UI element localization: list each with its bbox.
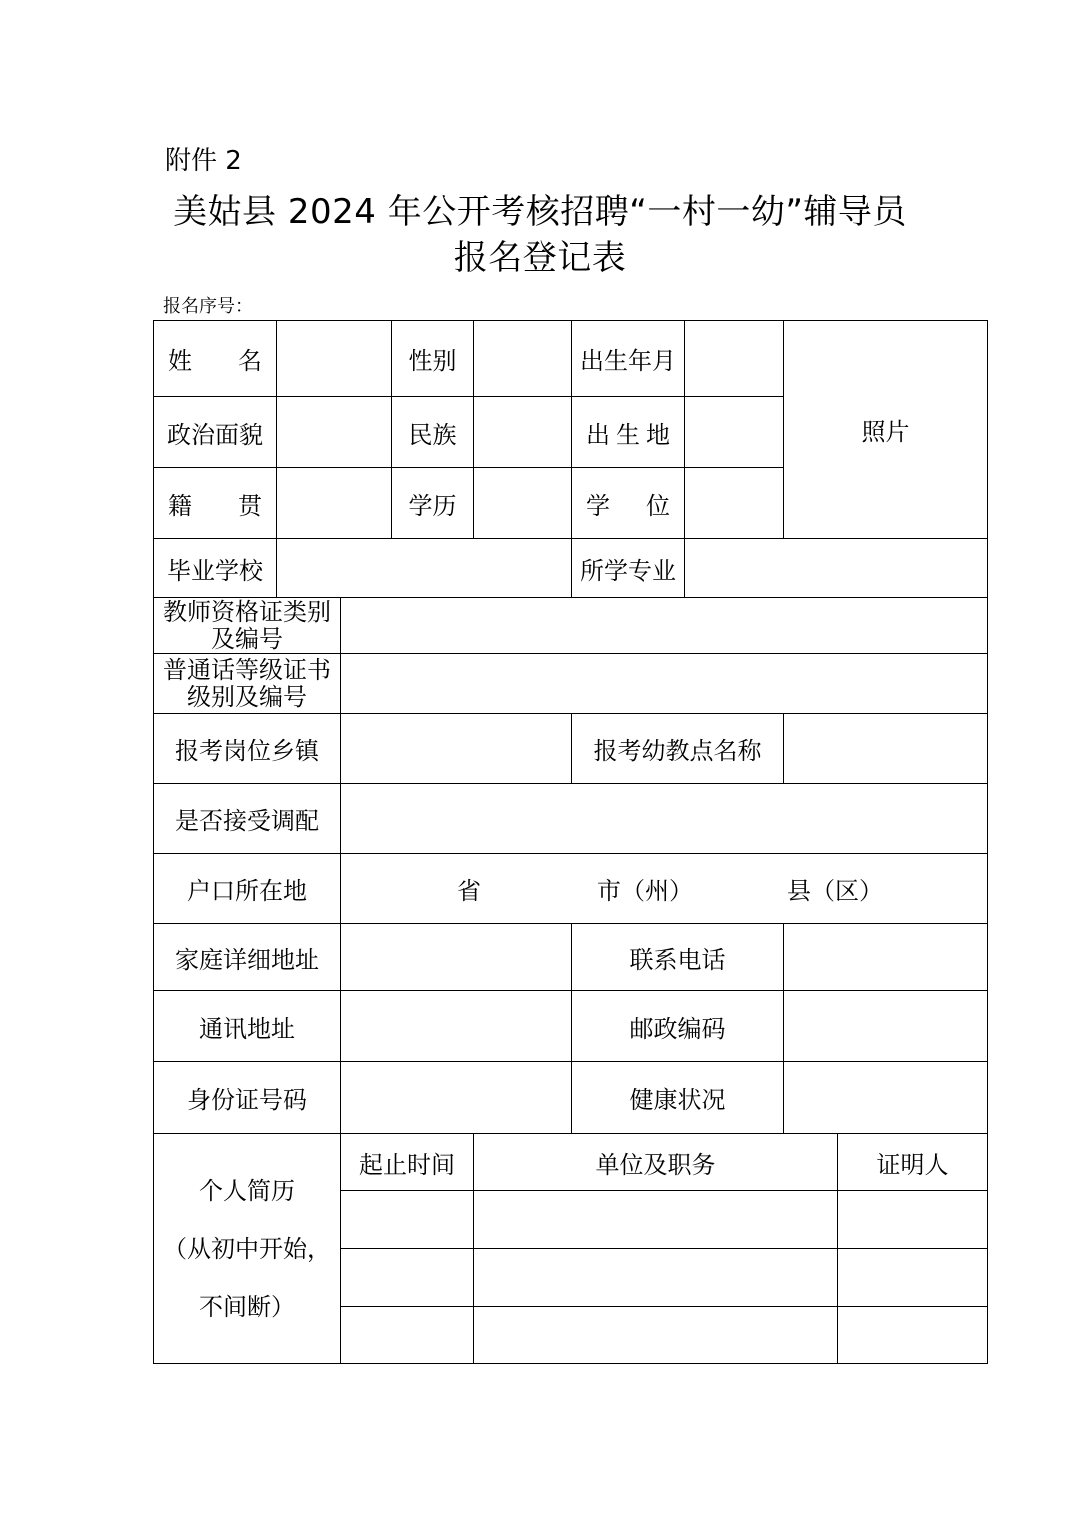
resume-time-cell[interactable] <box>341 1307 474 1364</box>
birth-date-label: 出生年月 <box>572 321 685 397</box>
mail-address-label: 通讯地址 <box>154 991 341 1062</box>
registration-table <box>153 320 988 1364</box>
photo-box[interactable]: 照片 <box>784 321 988 539</box>
mandarin-cert-label: 普通话等级证书级别及编号 <box>154 654 341 714</box>
mail-address-value[interactable] <box>341 991 572 1062</box>
resume-label: 个人简历 （从初中开始， 不间断） <box>154 1134 341 1364</box>
name-label: 姓 名 <box>154 321 277 397</box>
major-label: 所学专业 <box>572 539 685 598</box>
resume-witness-cell[interactable] <box>838 1307 988 1364</box>
mandarin-cert-value[interactable] <box>341 654 988 714</box>
birth-date-value[interactable] <box>685 321 784 397</box>
education-value[interactable] <box>474 468 572 539</box>
hukou-value[interactable] <box>341 854 988 924</box>
resume-unit-cell[interactable] <box>474 1249 838 1307</box>
health-label: 健康状况 <box>572 1062 784 1134</box>
resume-time-cell[interactable] <box>341 1249 474 1307</box>
resume-witness-cell[interactable] <box>838 1191 988 1249</box>
document-title: 美姑县 2024 年公开考核招聘“一村一幼”辅导员 <box>173 192 907 232</box>
id-number-value[interactable] <box>341 1062 572 1134</box>
name-value[interactable] <box>277 321 392 397</box>
resume-col-time: 起止时间 <box>341 1134 474 1191</box>
resume-col-unit: 单位及职务 <box>474 1134 838 1191</box>
hukou-label: 户口所在地 <box>154 854 341 924</box>
gender-label: 性别 <box>392 321 474 397</box>
native-place-value[interactable] <box>277 468 392 539</box>
native-place-label: 籍 贯 <box>154 468 277 539</box>
document-subtitle: 报名登记表 <box>453 238 627 278</box>
resume-witness-cell[interactable] <box>838 1249 988 1307</box>
id-number-label: 身份证号码 <box>154 1062 341 1134</box>
annex-label: 附件 2 <box>165 146 242 176</box>
education-label: 学历 <box>392 468 474 539</box>
apply-site-value[interactable] <box>784 714 988 784</box>
hukou-province: 省 <box>457 877 481 905</box>
school-value[interactable] <box>277 539 572 598</box>
resume-col-witness: 证明人 <box>838 1134 988 1191</box>
serial-number-label: 报名序号： <box>163 296 253 317</box>
postcode-value[interactable] <box>784 991 988 1062</box>
political-status-value[interactable] <box>277 397 392 468</box>
home-address-value[interactable] <box>341 924 572 991</box>
resume-time-cell[interactable] <box>341 1191 474 1249</box>
postcode-label: 邮政编码 <box>572 991 784 1062</box>
degree-value[interactable] <box>685 468 784 539</box>
political-status-label: 政治面貌 <box>154 397 277 468</box>
hukou-county: 县（区） <box>787 877 883 905</box>
major-value[interactable] <box>685 539 988 598</box>
health-value[interactable] <box>784 1062 988 1134</box>
apply-town-label: 报考岗位乡镇 <box>154 714 341 784</box>
accept-adjust-value[interactable] <box>341 784 988 854</box>
birthplace-value[interactable] <box>685 397 784 468</box>
ethnicity-label: 民族 <box>392 397 474 468</box>
teacher-cert-value[interactable] <box>341 598 988 654</box>
resume-unit-cell[interactable] <box>474 1307 838 1364</box>
phone-value[interactable] <box>784 924 988 991</box>
gender-value[interactable] <box>474 321 572 397</box>
birthplace-label: 出 生 地 <box>572 397 685 468</box>
phone-label: 联系电话 <box>572 924 784 991</box>
resume-unit-cell[interactable] <box>474 1191 838 1249</box>
accept-adjust-label: 是否接受调配 <box>154 784 341 854</box>
apply-site-label: 报考幼教点名称 <box>572 714 784 784</box>
degree-label: 学 位 <box>572 468 685 539</box>
teacher-cert-label: 教师资格证类别及编号 <box>154 598 341 654</box>
home-address-label: 家庭详细地址 <box>154 924 341 991</box>
ethnicity-value[interactable] <box>474 397 572 468</box>
hukou-city: 市（州） <box>597 877 693 905</box>
apply-town-value[interactable] <box>341 714 572 784</box>
school-label: 毕业学校 <box>154 539 277 598</box>
